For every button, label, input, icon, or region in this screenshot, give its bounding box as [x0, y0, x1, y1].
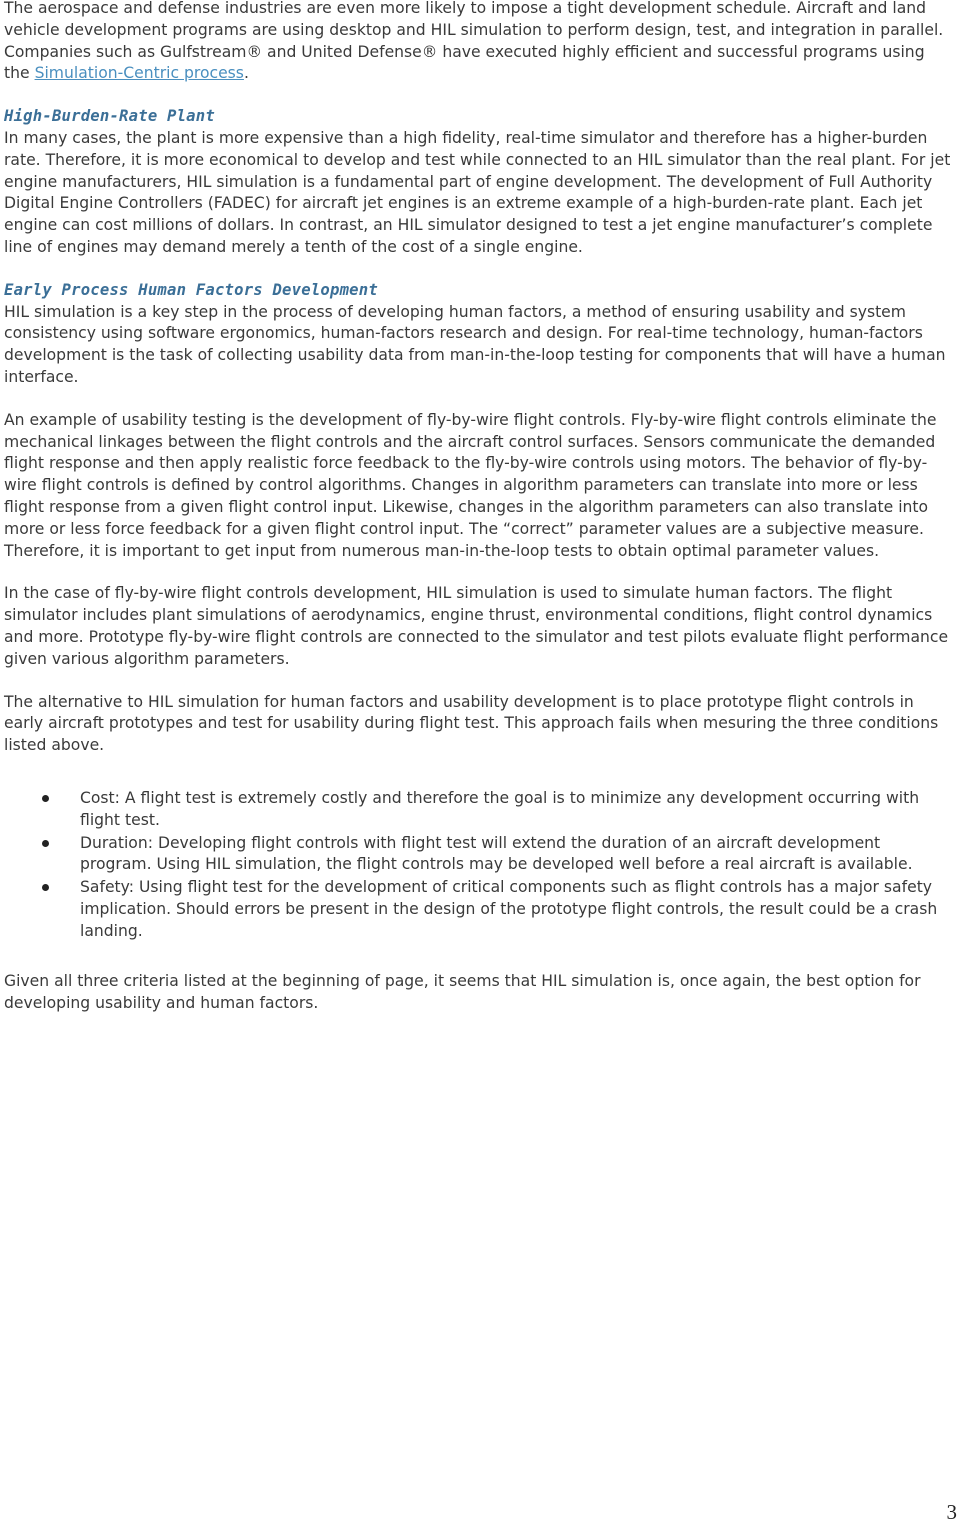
intro-text: The aerospace and defense industries are even more likely to impose a tight development schedule. Aircraft and land vehicle development programs are using desktop and HIL simulation to perform design, test, and integration in parallel. Companies such as Gulfstream® and United Defense® have executed highly efficient and successful programs using the	[4, 0, 944, 83]
heading-high-burden-rate-plant: High-Burden-Rate Plant	[4, 107, 215, 126]
list-item-cost	[4, 788, 954, 832]
page-number: 3	[946, 1500, 957, 1524]
simulation-centric-process-link[interactable]: Simulation-Centric process	[34, 64, 244, 83]
list-item-text: Duration: Developing flight controls with flight test will extend the duration of an aircraft development program. Using HIL simulation, the flight controls may be developed well before a real aircraft is available.	[80, 833, 913, 874]
list-item-text: Cost: A flight test is extremely costly and therefore the goal is to minimize any development occurring with flight test.	[80, 788, 920, 829]
document-page	[4, 0, 954, 1015]
heading-early-process-human-factors: Early Process Human Factors Development	[4, 280, 378, 299]
bullet-icon	[42, 840, 49, 847]
list-item-text: Safety: Using flight test for the development of critical components such as flight controls has a major safety implication. Should errors be present in the design of the prototype flight controls, the result could be a crash landing.	[80, 878, 938, 940]
human-factors-paragraph: HIL simulation is a key step in the process of developing human factors, a method of ensuring usability and system consistency using software ergonomics, human-factors research and design. For real-time technology, human-factors development is the task of collecting usability data from man-in-the-loop testing for components that will have a human interface.	[4, 302, 946, 386]
conclusion-paragraph: Given all three criteria listed at the beginning of page, it seems that HIL simulation is, once again, the best option for developing usability and human factors.	[4, 972, 921, 1013]
bullet-icon	[42, 884, 49, 891]
high-burden-paragraph: In many cases, the plant is more expensive than a high fidelity, real-time simulator and therefore has a higher-burden rate. Therefore, it is more economical to develop and test while connected to an HIL simulator than the real plant. For jet engine manufacturers, HIL simulation is a fundamental part of engine development. The development of Full Authority Digital Engine Controllers (FADEC) for aircraft jet engines is an extreme example of a high-burden-rate plant. Each jet engine can cost millions of dollars. In contrast, an HIL simulator designed to test a jet engine manufacturer’s complete line of engines may demand merely a tenth of the cost of a single engine.	[4, 128, 951, 256]
hil-human-factors-paragraph: In the case of fly-by-wire flight controls development, HIL simulation is used to simulate human factors. The flight simulator includes plant simulations of aerodynamics, engine thrust, environmental conditions, flight control dynamics and more. Prototype fly-by-wire flight controls are connected to the simulator and test pilots evaluate flight performance given various algorithm parameters.	[4, 584, 949, 668]
alternative-paragraph: The alternative to HIL simulation for human factors and usability development is to place prototype flight controls in early aircraft prototypes and test for usability during flight test. This approach fails when mesuring the three conditions listed above.	[4, 692, 939, 755]
fly-by-wire-paragraph: An example of usability testing is the development of fly-by-wire flight controls. Fly-by-wire flight controls eliminate the mechanical linkages between the flight controls and the aircraft control surfaces. Sensors communicate the demanded flight response and then apply realistic force feedback to the fly-by-wire controls using motors. The behavior of fly-by-wire flight controls is defined by control algorithms. Changes in algorithm parameters can translate into more or less flight response from a given flight control input. Likewise, changes in the algorithm parameters can also translate into more or less force feedback for a given flight control input. The “correct” parameter values are a subjective measure. Therefore, it is important to get input from numerous man-in-the-loop tests to obtain optimal parameter values.	[4, 410, 937, 560]
list-item-safety	[4, 877, 954, 942]
intro-text-end: .	[243, 64, 249, 83]
intro-paragraph	[4, 0, 954, 85]
bullet-icon	[42, 795, 49, 802]
criteria-list	[4, 788, 954, 943]
list-item-duration	[4, 833, 954, 877]
